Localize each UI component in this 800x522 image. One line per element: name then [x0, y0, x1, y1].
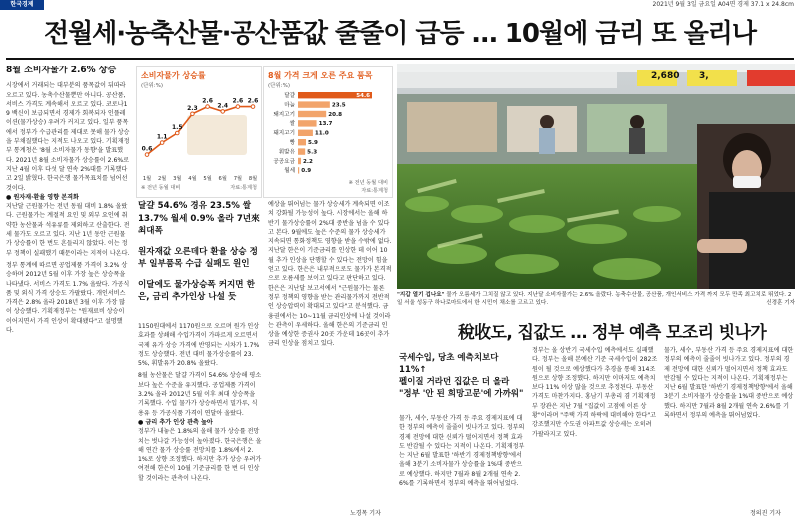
- main-headline: 전월세·농축산물·공산품값 줄줄이 급등 … 10월에 금리 또 올리나: [43, 19, 757, 49]
- deck-2: 원자재값 오른데다 환율 상승 정부 일부품목 수급 실패도 원인: [138, 246, 258, 269]
- bar-value-label: 5.3: [307, 149, 318, 156]
- cpi-data-label: 0.6: [141, 145, 153, 153]
- cpi-x-tick: 2월: [157, 176, 167, 182]
- cpi-data-label: 2.6: [232, 97, 244, 105]
- cpi-x-tick: 7월: [233, 176, 243, 182]
- mid-body-2: 8월 농산물은 달걀 가격이 54.6% 상승해 평소보다 높은 수준을 유지했다. 공업제품 가격이 3.2% 올라 2012년 5월 이후 최대 상승폭을 기록했다. 수입 물가가 상승하면서 밀가루, 식용유 등 가공식품 가격이 연달아 올랐다.: [138, 372, 262, 417]
- bar-category-label: 월세: [284, 168, 295, 175]
- cpi-point: [191, 112, 195, 116]
- caption-text: 물가 오름세가 그치질 않고 있다. 지난달 소비자물가는 2.6% 올랐다. 농축수산물, 공산품, 개인서비스 가격 까지 모두 만족 최고치로 뛰었다. 2일 서울 성동구 하나로마트에서 한 시민이 채소를 고르고 있다.: [397, 292, 792, 306]
- headline-divider: [6, 58, 794, 60]
- right-deck-2: 펠이질 거라던 집값은 더 올라: [399, 377, 510, 387]
- line-chart-plot: [137, 87, 261, 183]
- price-bar: [298, 167, 299, 173]
- mid-body-3: 정부가 내놓은 1.8%의 올해 물가 상승률 전망치는 벗나갈 가능성이 높아졌다. 한국은행은 올해 연간 물가 상승률 전망치를 1.8%에서 2.1%로 상향 조정했다. 하지만 추가 상승 우려가 여전해 한은이 10월 기준금리를 한 번 더 인상할 것이라는 관측이 나온다.: [138, 428, 262, 482]
- cpi-point: [145, 153, 149, 157]
- cpi-x-tick: 1월: [142, 176, 152, 182]
- bar-chart-unit: (단위:%): [268, 83, 290, 89]
- right-body-a: [399, 414, 527, 518]
- left-body-1: 시장에서 거래되는 대부분의 품목값이 뒤따라 오르고 있다. 농축수산물뿐만 아니다. 공산품, 서비스 가격도 계속해서 오르고 있다. 코로나19 백신이 보급되면서 경제가 회복되자 인플레이션(물가상승) 우려가 커지고 있다. 일부 품목에서 정부가 수급관리를 제대로 못해 물가 상승을 부채질했다는 지적도 나오고 있다. 기획재정부 통계청은 '8월 소비자물가 동향'을 발표했다. 2021년 8월 소비자물가 상승률이 2.6%로 지난 4월 이후 다섯 달 연속 2%대를 기록했다고 2일 밝혔다. 한국은행 물가목표치를 넘어선 것이다.: [6, 82, 130, 192]
- deck-1: 달걀 54.6% 경유 23.5% 쌀 13.7% 월세 0.9% 올라 7년來 최대폭: [138, 201, 260, 236]
- bar-category-label: 돼지고기: [273, 130, 295, 137]
- price-bar: [298, 158, 301, 164]
- mid-decks: [138, 200, 264, 320]
- bar-category-label: 달걀: [284, 93, 295, 99]
- cpi-data-label: 2.6: [247, 97, 259, 105]
- right-decks: [399, 352, 527, 412]
- cpi-line-chart: [136, 66, 262, 198]
- price-bar: [298, 111, 326, 117]
- mid-subhead: ● 금리 추가 인상 관측 높아: [138, 418, 213, 426]
- bar-category-label: 쌀: [289, 121, 295, 128]
- line-chart-unit: (단위:%): [141, 83, 163, 89]
- cpi-data-label: 1.5: [171, 124, 183, 131]
- price-bar: [298, 120, 317, 126]
- price-bar: [298, 139, 306, 145]
- market-photo: [397, 64, 795, 289]
- price-tag-2: 3,: [699, 71, 709, 81]
- bar-value-label: 11.0: [314, 130, 329, 137]
- price-bar: [298, 148, 305, 154]
- cpi-data-label: 2.4: [217, 102, 229, 110]
- price-bar: [298, 130, 313, 136]
- bar-category-label: 빵: [289, 140, 295, 146]
- mid-body-1: 1150원대에서 1170원으로 오르며 원가 인상 효과를 상쇄해 수입가격이 가파르게 오르면서 국제 유가 상승 가격에 반영되는 시차가 1.7% 정도 상승했다. 전년 대비 물가상승률이 23.5%, 휘발유가 20.8% 올랐다.: [138, 323, 260, 368]
- right-body-b-text: 정부는 올 상반기 국세수입 예측에서도 실패했다. 정부는 올해 본예산 기준 국세수입이 282조원이 될 것으로 예상했다가 추경을 통해 314조원으로 상향 조정했다. 하지만 이마저도 예측치보다 11% 이상 많을 것으로 추정된다. 부동산 가격도 마찬가지다. 홍남기 부총리 겸 기획재정부 장관은 지난 7월 "집값이 고점에 이른 상황"이라며 "주택 가격 하락에 대비해야 한다"고 강조했지만 수도권 아파트값 상승세는 오히려 가팔라지고 있다.: [532, 347, 658, 438]
- price-tag-1: 2,680: [651, 71, 680, 81]
- bar-value-label: 0.9: [301, 168, 312, 175]
- dateline: 2021년 9월 3일 금요일 A04면 경제 37.1 x 24.8cm: [652, 1, 794, 8]
- bar-chart-plot: [264, 87, 392, 183]
- cpi-point: [251, 105, 255, 109]
- left-subhead: ● 원자재·환율 영향 본격화: [6, 193, 79, 201]
- photo-credit: 신경훈 기자: [766, 300, 795, 306]
- col3-body: [268, 200, 392, 518]
- cpi-point: [175, 131, 179, 135]
- right-byline: 정의진 기자: [750, 510, 781, 517]
- bar-category-label: 휘발유: [278, 149, 295, 156]
- left-body-2: 지난달 근원물가는 전년 동월 대비 1.8% 올랐다. 근원물가는 계절적 요인 및 외부 요인에 취약한 농산물과 석유류를 제외하고 산출한다. 전세 물가도 오르고 있다. 지난 1년 동안 근원물가 상승률이 한 번도 흔들리지 않았다. 이는 정부 정책이 실패했기 때문이라는 지적이 나온다.: [6, 203, 130, 257]
- cpi-point: [206, 105, 210, 109]
- photo-image: [397, 64, 795, 289]
- bar-value-label: 23.5: [331, 102, 346, 109]
- bar-chart-footnote: ※ 전년 동월 대비: [348, 180, 388, 186]
- col3-byline: 노경목 기자: [350, 510, 381, 517]
- deck-3: 이달에도 물가상승폭 커지면 한은, 금리 추가인상 나설 듯: [138, 279, 255, 302]
- line-chart-title: 소비자물가 상승률: [141, 71, 206, 80]
- bar-category-label: 공공요금: [273, 158, 295, 165]
- bar-value-label: 2.2: [302, 158, 313, 165]
- cpi-point: [236, 105, 240, 109]
- chart-illustration: [187, 115, 247, 155]
- line-chart-footnote: ※ 전년 동월 대비: [141, 185, 181, 191]
- cpi-point: [160, 141, 164, 145]
- top-bar: [0, 0, 800, 10]
- right-body-c: [664, 346, 794, 508]
- right-deck-1: 국세수입, 당초 예측치보다 11%↑: [399, 353, 499, 375]
- right-body-c-text: 물가, 세수, 부동산 가격 등 주요 경제지표에 대한 정부의 예측이 줄줄이 빗나가고 있다. 정부의 경제 전망에 대한 신뢰가 떨어지면서 정책 효과도 반감될 수 있다는 지적이 나온다. 기획재정부는 지난 6월 발표한 '하반기 경제정책방향'에서 올해 3분기 소비자물가 상승률을 1%대 중반으로 예상했다. 하지만 7월과 8월 2개월 연속 2.6%를 기록하면서 정부의 예측을 뛰어넘었다.: [664, 347, 794, 420]
- bar-value-label: 5.9: [307, 140, 318, 146]
- newspaper-logo: 한국경제: [0, 0, 44, 10]
- right-deck-3: "정부 '안 된 희망고문'에 가까워": [399, 389, 524, 399]
- bar-chart-title: 8월 가격 크게 오른 주요 품목: [268, 71, 373, 80]
- right-headline: 稅收도, 집값도 … 정부 예측 모조리 빗나가: [457, 323, 767, 343]
- col3-text: 예상을 뛰어넘는 물가 상승세가 계속되면 이조치 강화될 가능성이 높다. 시장에서는 올해 하반기 물가상승률이 2%대 중반을 넘을 수 있다고 본다. 9월에도 높은 수준의 물가 상승세가 지속되면 통화정책도 영향을 받을 수밖에 없다. 지난달 한은이 기준금리를 인상한 데 이어 10월 추가 인상을 단행할 수 있다는 전망이 힘을 얻고 있다. 한은은 내부적으로도 물가가 본격적으로 오름세를 보이고 있다고 판단하고 있다. 한은은 지난달 보고서에서 "근원물가는 물론 정부 정책의 영향을 받는 관리물가까지 전반적인 상승압력이 확대되고 있다"고 분석했다. 금융권에서는 10~11월 금리인상에 나설 것이라는 관측이 우세하다. 올해 한은의 기준금리 인상을 예상한 증권사 20곳 가운데 16곳이 추가 금리 인상을 점치고 있다.: [268, 201, 392, 348]
- mid-body: [138, 322, 262, 518]
- cpi-data-label: 2.3: [187, 104, 198, 112]
- cpi-point: [221, 110, 225, 114]
- photo-caption: [397, 291, 795, 315]
- bar-value-label: 54.6: [356, 93, 370, 99]
- cpi-x-tick: 3월: [173, 176, 182, 182]
- price-bar: [298, 101, 330, 107]
- right-body-b: [532, 346, 658, 518]
- cpi-x-tick: 5월: [203, 176, 212, 182]
- left-column: [6, 66, 130, 518]
- left-body-3: 정부 통계에 따르면 공업제품 가격이 3.2% 상승하며 2012년 5월 이후 가장 높은 상승폭을 나타냈다. 서비스 가격도 1.7% 올랐다. 가공식품 및 외식 가격 상승도 가팔랐다. 개인서비스 가격은 2.8% 올라 2018년 3월 이후 가장 많이 상승했다. 기획재정부는 "원재료비 상승이 이어지면서 가격 인상이 확대됐다"고 설명했다.: [6, 261, 130, 335]
- line-chart-source: 자료:통계청: [230, 185, 257, 191]
- bar-value-label: 13.7: [318, 121, 333, 128]
- cpi-x-tick: 8월: [248, 176, 258, 182]
- right-body-a-text: 물가, 세수, 부동산 가격 등 주요 경제지표에 대한 정부의 예측이 줄줄이 빗나가고 있다. 정부의 경제 전망에 대한 신뢰가 떨어지면서 정책 효과도 반감될 수 있다는 지적이 나온다. 기획재정부는 지난 6월 발표한 '하반기 경제정책방향'에서 올해 3분기 소비자물가 상승률을 1%대 중반으로 예상했다. 하지만 7월과 8월 2개월 연속 2.6%를 기록하면서 정부의 예측을 뛰어넘었다.: [399, 415, 525, 488]
- cpi-data-label: 1.1: [156, 133, 168, 141]
- price-bar-chart: [263, 66, 393, 198]
- section-title: 8월 소비자물가 2.6% 상승: [6, 66, 117, 75]
- bar-category-label: 마늘: [284, 102, 295, 109]
- cpi-x-tick: 6월: [218, 176, 227, 182]
- bar-value-label: 20.8: [328, 111, 343, 118]
- cpi-x-tick: 4월: [188, 176, 197, 182]
- cpi-data-label: 2.6: [202, 97, 213, 105]
- bar-category-label: 돼지고기: [273, 111, 295, 118]
- bar-chart-source: 자료:통계청: [361, 188, 388, 194]
- caption-title: "지갑 열기 겁나요": [397, 292, 445, 298]
